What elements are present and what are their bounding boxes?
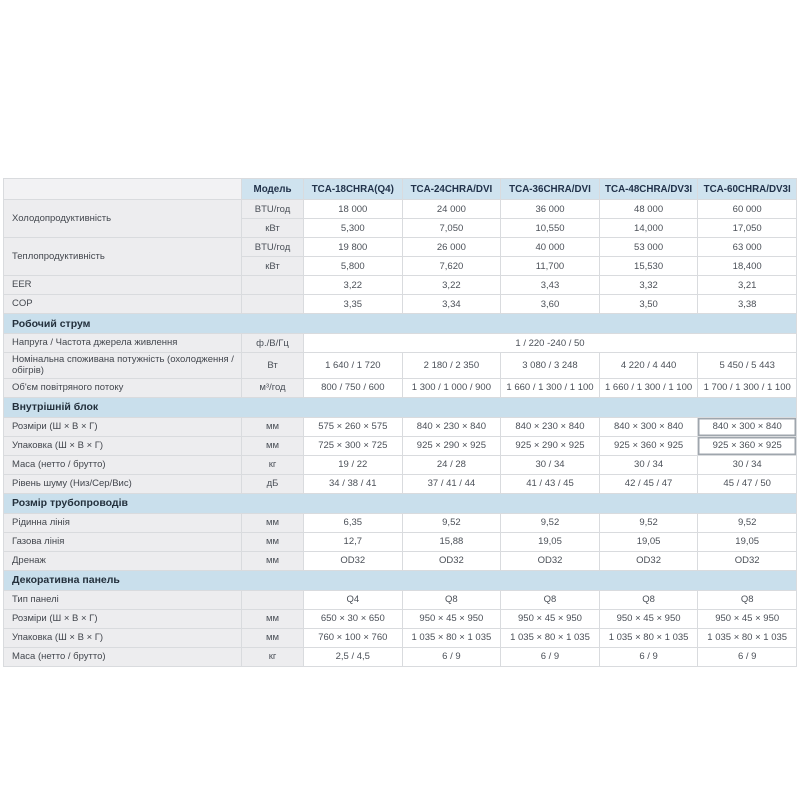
value-cell: 30 / 34 — [501, 455, 600, 474]
unit-cell: мм — [242, 417, 304, 436]
value-cell: 925 × 360 × 925 — [698, 436, 797, 455]
value-cell: 950 × 45 × 950 — [599, 609, 698, 628]
spec-label: Рідинна лінія — [4, 513, 242, 532]
spec-row — [4, 334, 797, 353]
value-cell: 60 000 — [698, 200, 797, 219]
value-cell: 9,52 — [698, 513, 797, 532]
spec-label: EER — [4, 276, 242, 295]
value-cell: 840 × 300 × 840 — [599, 417, 698, 436]
value-cell: 6 / 9 — [402, 647, 501, 666]
value-cell: 3,32 — [599, 276, 698, 295]
header-corner-cell — [4, 179, 242, 200]
spec-label: COP — [4, 295, 242, 314]
unit-cell: мм — [242, 609, 304, 628]
section-header: Декоративна панель — [4, 570, 797, 590]
spec-sheet — [3, 178, 797, 667]
value-cell: 840 × 230 × 840 — [501, 417, 600, 436]
value-cell: 45 / 47 / 50 — [698, 474, 797, 493]
value-cell: 40 000 — [501, 238, 600, 257]
value-cell: 12,7 — [304, 532, 403, 551]
value-cell: 14,000 — [599, 219, 698, 238]
value-cell: 6 / 9 — [599, 647, 698, 666]
spec-label: Маса (нетто / брутто) — [4, 647, 242, 666]
value-cell: 1 035 × 80 × 1 035 — [501, 628, 600, 647]
model-name-header: TCA-48CHRA/DV3I — [599, 179, 698, 200]
spec-row — [4, 276, 797, 295]
unit-cell: мм — [242, 436, 304, 455]
value-cell: 6,35 — [304, 513, 403, 532]
value-cell: 19,05 — [698, 532, 797, 551]
unit-cell: м³/год — [242, 378, 304, 397]
value-cell: OD32 — [304, 551, 403, 570]
spec-row — [4, 378, 797, 397]
value-cell: 11,700 — [501, 257, 600, 276]
unit-cell: кВт — [242, 219, 304, 238]
value-cell: 9,52 — [402, 513, 501, 532]
value-cell: 3 080 / 3 248 — [501, 353, 600, 379]
value-cell: 1 035 × 80 × 1 035 — [402, 628, 501, 647]
value-cell: 650 × 30 × 650 — [304, 609, 403, 628]
value-cell: 5,800 — [304, 257, 403, 276]
value-cell: 24 / 28 — [402, 455, 501, 474]
value-cell: 3,43 — [501, 276, 600, 295]
model-name-header: TCA-18CHRA(Q4) — [304, 179, 403, 200]
value-cell: 19,05 — [501, 532, 600, 551]
spec-row — [4, 513, 797, 532]
spec-label: Упаковка (Ш × В × Г) — [4, 628, 242, 647]
spec-label: Маса (нетто / брутто) — [4, 455, 242, 474]
model-column-header: Модель — [242, 179, 304, 200]
spec-row — [4, 200, 797, 219]
section-row — [4, 570, 797, 590]
value-cell: 3,22 — [402, 276, 501, 295]
value-cell: 3,22 — [304, 276, 403, 295]
value-cell: 15,530 — [599, 257, 698, 276]
spec-row — [4, 609, 797, 628]
value-cell: 15,88 — [402, 532, 501, 551]
spec-row — [4, 590, 797, 609]
model-name-header: TCA-60CHRA/DV3I — [698, 179, 797, 200]
value-cell: OD32 — [599, 551, 698, 570]
spec-row — [4, 551, 797, 570]
value-cell: 3,34 — [402, 295, 501, 314]
section-row — [4, 397, 797, 417]
value-cell: 17,050 — [698, 219, 797, 238]
value-cell: 3,60 — [501, 295, 600, 314]
value-cell: Q4 — [304, 590, 403, 609]
unit-cell: мм — [242, 532, 304, 551]
value-cell: 6 / 9 — [698, 647, 797, 666]
value-cell: OD32 — [402, 551, 501, 570]
value-cell: 53 000 — [599, 238, 698, 257]
spec-label: Упаковка (Ш × В × Г) — [4, 436, 242, 455]
section-header: Внутрішній блок — [4, 397, 797, 417]
unit-cell — [242, 295, 304, 314]
value-cell: 950 × 45 × 950 — [698, 609, 797, 628]
value-cell: 925 × 290 × 925 — [402, 436, 501, 455]
spec-row — [4, 628, 797, 647]
value-cell: 9,52 — [501, 513, 600, 532]
value-cell: 18,400 — [698, 257, 797, 276]
value-cell: 1 300 / 1 000 / 900 — [402, 378, 501, 397]
value-cell: 1 660 / 1 300 / 1 100 — [599, 378, 698, 397]
value-cell: 1 035 × 80 × 1 035 — [599, 628, 698, 647]
value-cell: 26 000 — [402, 238, 501, 257]
unit-cell: мм — [242, 628, 304, 647]
spec-row — [4, 295, 797, 314]
spec-row — [4, 647, 797, 666]
unit-cell: дБ — [242, 474, 304, 493]
value-cell: 10,550 — [501, 219, 600, 238]
unit-cell: мм — [242, 551, 304, 570]
value-cell: 575 × 260 × 575 — [304, 417, 403, 436]
unit-cell: BTU/год — [242, 238, 304, 257]
value-cell: 5 450 / 5 443 — [698, 353, 797, 379]
value-cell: 840 × 230 × 840 — [402, 417, 501, 436]
spec-label: Дренаж — [4, 551, 242, 570]
value-cell: 3,35 — [304, 295, 403, 314]
unit-cell: Вт — [242, 353, 304, 379]
value-cell: 9,52 — [599, 513, 698, 532]
model-name-header: TCA-36CHRA/DVI — [501, 179, 600, 200]
unit-cell: мм — [242, 513, 304, 532]
section-row — [4, 314, 797, 334]
value-cell: 41 / 43 / 45 — [501, 474, 600, 493]
value-cell: 5,300 — [304, 219, 403, 238]
value-cell: Q8 — [402, 590, 501, 609]
spec-row — [4, 353, 797, 379]
value-cell: 6 / 9 — [501, 647, 600, 666]
value-cell-span: 1 / 220 -240 / 50 — [304, 334, 797, 353]
value-cell: 925 × 360 × 925 — [599, 436, 698, 455]
section-row — [4, 493, 797, 513]
unit-cell — [242, 276, 304, 295]
value-cell: 925 × 290 × 925 — [501, 436, 600, 455]
value-cell: 48 000 — [599, 200, 698, 219]
spec-label: Теплопродуктивність — [4, 238, 242, 276]
value-cell: 1 035 × 80 × 1 035 — [698, 628, 797, 647]
value-cell: 7,050 — [402, 219, 501, 238]
value-cell: 24 000 — [402, 200, 501, 219]
value-cell: 1 660 / 1 300 / 1 100 — [501, 378, 600, 397]
value-cell: 30 / 34 — [599, 455, 698, 474]
value-cell: 3,50 — [599, 295, 698, 314]
spec-row — [4, 455, 797, 474]
value-cell: 840 × 300 × 840 — [698, 417, 797, 436]
value-cell: 3,38 — [698, 295, 797, 314]
unit-cell: BTU/год — [242, 200, 304, 219]
spec-label: Номінальна споживана потужність (охолодження / обігрів) — [4, 353, 242, 379]
unit-cell: ф./В/Гц — [242, 334, 304, 353]
value-cell: Q8 — [501, 590, 600, 609]
value-cell: Q8 — [599, 590, 698, 609]
section-header: Розмір трубопроводів — [4, 493, 797, 513]
value-cell: 800 / 750 / 600 — [304, 378, 403, 397]
value-cell: 1 700 / 1 300 / 1 100 — [698, 378, 797, 397]
value-cell: 950 × 45 × 950 — [501, 609, 600, 628]
unit-cell: кг — [242, 647, 304, 666]
value-cell: 725 × 300 × 725 — [304, 436, 403, 455]
spec-label: Об'єм повітряного потоку — [4, 378, 242, 397]
value-cell: 3,21 — [698, 276, 797, 295]
spec-row — [4, 436, 797, 455]
value-cell: 63 000 — [698, 238, 797, 257]
value-cell: 36 000 — [501, 200, 600, 219]
unit-cell — [242, 590, 304, 609]
spec-row — [4, 474, 797, 493]
spec-label: Розміри (Ш × В × Г) — [4, 609, 242, 628]
value-cell: OD32 — [698, 551, 797, 570]
value-cell: 2 180 / 2 350 — [402, 353, 501, 379]
value-cell: 760 × 100 × 760 — [304, 628, 403, 647]
section-header: Робочий струм — [4, 314, 797, 334]
unit-cell: кг — [242, 455, 304, 474]
value-cell: 4 220 / 4 440 — [599, 353, 698, 379]
value-cell: 30 / 34 — [698, 455, 797, 474]
spec-label: Тип панелі — [4, 590, 242, 609]
spec-row — [4, 417, 797, 436]
model-name-header: TCA-24CHRA/DVI — [402, 179, 501, 200]
value-cell: 42 / 45 / 47 — [599, 474, 698, 493]
value-cell: 37 / 41 / 44 — [402, 474, 501, 493]
value-cell: 2,5 / 4,5 — [304, 647, 403, 666]
spec-row — [4, 238, 797, 257]
spec-label: Газова лінія — [4, 532, 242, 551]
value-cell: OD32 — [501, 551, 600, 570]
spec-row — [4, 532, 797, 551]
value-cell: 950 × 45 × 950 — [402, 609, 501, 628]
unit-cell: кВт — [242, 257, 304, 276]
value-cell: 34 / 38 / 41 — [304, 474, 403, 493]
spec-label: Холодопродуктивність — [4, 200, 242, 238]
value-cell: 18 000 — [304, 200, 403, 219]
value-cell: 7,620 — [402, 257, 501, 276]
header-row — [4, 179, 797, 200]
value-cell: 19,05 — [599, 532, 698, 551]
spec-label: Розміри (Ш × В × Г) — [4, 417, 242, 436]
spec-table — [3, 178, 797, 667]
value-cell: 1 640 / 1 720 — [304, 353, 403, 379]
spec-table-body — [4, 200, 797, 667]
spec-label: Рівень шуму (Низ/Сер/Вис) — [4, 474, 242, 493]
spec-label: Напруга / Частота джерела живлення — [4, 334, 242, 353]
value-cell: 19 / 22 — [304, 455, 403, 474]
value-cell: Q8 — [698, 590, 797, 609]
value-cell: 19 800 — [304, 238, 403, 257]
